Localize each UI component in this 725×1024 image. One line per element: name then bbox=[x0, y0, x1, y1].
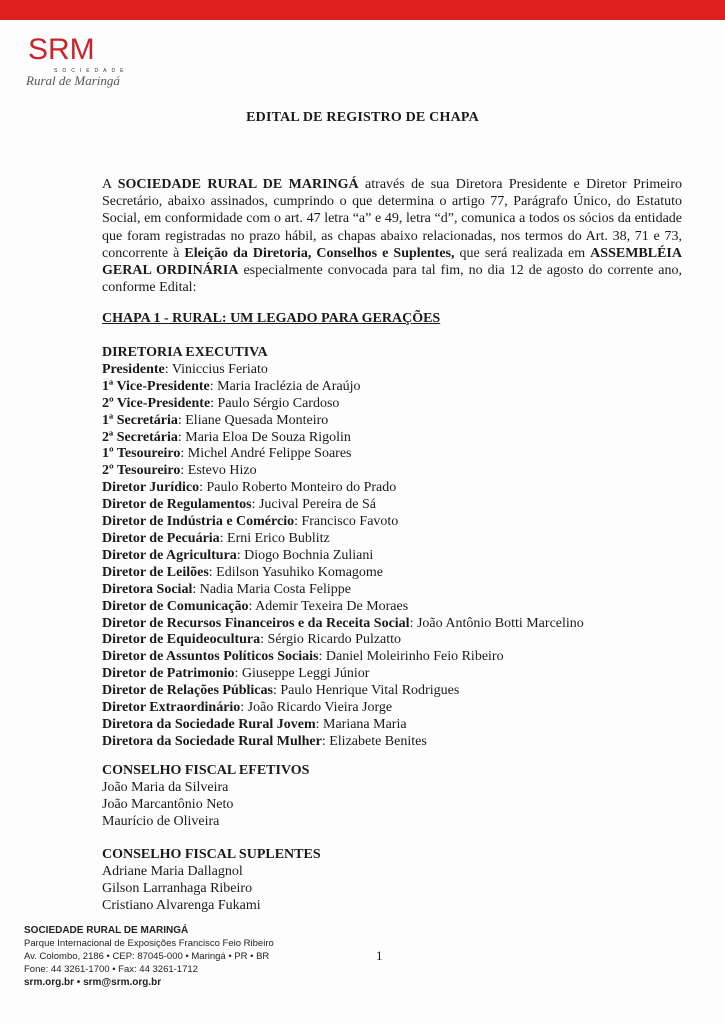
intro-text-3: que será realizada em bbox=[454, 245, 591, 261]
member-row: Adriane Maria Dallagnol bbox=[102, 863, 243, 879]
footer bbox=[24, 924, 274, 989]
intro-text-2: através de sua Diretora Presidente e Diretor Primeiro Secretário, abaixo assinados, cumprindo o que determina o artigo 77, Parágrafo Único, do Estatuto Social, em conformidade com o art. 47 letra “a” e 49, letra “d”, comunica a todos os sócios da entidade que foram registradas no prazo hábil, as chapas abaixo relacionadas, nos termos do Art. 38, 71 e 73, concorrente à bbox=[102, 177, 682, 261]
officer-role: Diretor de Comunicação bbox=[102, 598, 249, 614]
intro-assembleia: ASSEMBLÉIA GERAL ORDINÁRIA bbox=[102, 245, 682, 279]
intro-eleicao: Eleição da Diretoria, Conselhos e Suplentes, bbox=[184, 245, 455, 261]
officer-name: : Eliane Quesada Monteiro bbox=[177, 412, 329, 428]
intro-text-1: A bbox=[102, 177, 118, 192]
conselho-suplentes-section bbox=[102, 847, 321, 915]
officer-role: Diretora da Sociedade Rural Jovem bbox=[102, 716, 316, 732]
officer-name: : Ademir Texeira De Moraes bbox=[248, 598, 409, 614]
officer-role: Diretor de Equideocultura bbox=[102, 632, 261, 648]
intro-text-4: especialmente convocada para tal fim, no dia 12 de agosto do corrente ano, conforme Edital: bbox=[102, 263, 683, 296]
officer-row bbox=[102, 514, 584, 531]
logo-name: Rural de Maringá bbox=[26, 73, 120, 88]
member-row: Maurício de Oliveira bbox=[102, 813, 220, 829]
officer-row bbox=[102, 599, 584, 616]
conselho-efetivos-heading: CONSELHO FISCAL EFETIVOS bbox=[102, 763, 310, 778]
footer-org: SOCIEDADE RURAL DE MARINGÁ bbox=[24, 925, 189, 936]
officer-name: : João Antônio Botti Marcelino bbox=[409, 615, 584, 631]
officer-row bbox=[102, 717, 584, 734]
officer-role: Diretor Extraordinário bbox=[102, 700, 241, 716]
officer-name: : Paulo Sérgio Cardoso bbox=[210, 395, 340, 411]
document-title: EDITAL DE REGISTRO DE CHAPA bbox=[246, 110, 479, 125]
officer-role: Diretor de Assuntos Políticos Sociais bbox=[102, 649, 319, 665]
officer-role: Diretor de Pecuária bbox=[102, 530, 220, 546]
officer-role: Diretora da Sociedade Rural Mulher bbox=[102, 733, 322, 749]
page-number: 1 bbox=[376, 948, 383, 963]
officer-row bbox=[102, 379, 584, 396]
officer-row bbox=[102, 632, 584, 649]
officer-row bbox=[102, 531, 584, 548]
officer-role: Diretora Social bbox=[102, 581, 193, 597]
officer-role: 1ª Vice-Presidente bbox=[102, 378, 210, 394]
srm-logo bbox=[24, 34, 134, 94]
officer-name: : Mariana Maria bbox=[315, 716, 407, 732]
officer-name: : Giuseppe Leggi Júnior bbox=[234, 666, 370, 682]
officer-name: : Francisco Favoto bbox=[294, 514, 399, 530]
officer-row bbox=[102, 430, 584, 447]
member-row: Gilson Larranhaga Ribeiro bbox=[102, 880, 253, 896]
officer-row bbox=[102, 362, 584, 379]
footer-address-1: Parque Internacional de Exposições Francisco Feio Ribeiro bbox=[24, 938, 274, 949]
officer-name: : Maria Iraclézia de Araújo bbox=[209, 378, 361, 394]
officer-role: 1º Tesoureiro bbox=[102, 446, 181, 462]
officer-name: : Estevo Hizo bbox=[180, 463, 257, 479]
officer-role: Diretor de Leilões bbox=[102, 564, 209, 580]
officer-row bbox=[102, 565, 584, 582]
officer-row bbox=[102, 649, 584, 666]
officer-role: 1ª Secretária bbox=[102, 412, 178, 428]
footer-address-2: Av. Colombo, 2186 • CEP: 87045-000 • Maringá • PR • BR bbox=[24, 951, 270, 962]
officer-row bbox=[102, 548, 584, 565]
diretoria-heading: DIRETORIA EXECUTIVA bbox=[102, 345, 268, 360]
officer-row bbox=[102, 480, 584, 497]
officer-name: : Sérgio Ricardo Pulzatto bbox=[260, 632, 402, 648]
officer-row bbox=[102, 497, 584, 514]
conselho-efetivos-section bbox=[102, 763, 309, 831]
footer-contact[interactable]: srm.org.br • srm@srm.org.br bbox=[24, 977, 162, 988]
officer-role: Diretor de Agricultura bbox=[102, 547, 237, 563]
footer-phone: Fone: 44 3261-1700 • Fax: 44 3261-1712 bbox=[24, 964, 198, 975]
top-red-bar bbox=[0, 0, 725, 20]
conselho-suplentes-list bbox=[102, 864, 321, 915]
officer-role: Diretor de Patrimonio bbox=[102, 666, 235, 682]
officer-name: : Daniel Moleirinho Feio Ribeiro bbox=[318, 649, 504, 665]
officer-name: : Erni Erico Bublitz bbox=[219, 530, 330, 546]
member-row: Cristiano Alvarenga Fukami bbox=[102, 897, 261, 913]
officer-name: : Michel André Felippe Soares bbox=[180, 446, 352, 462]
member-row: João Marcantônio Neto bbox=[102, 796, 234, 812]
logo-subtitle: SOCIEDADE bbox=[54, 68, 129, 74]
diretoria-section bbox=[102, 345, 584, 751]
officer-role: Diretor Jurídico bbox=[102, 480, 200, 496]
conselho-suplentes-heading: CONSELHO FISCAL SUPLENTES bbox=[102, 847, 321, 862]
officer-name: : Maria Eloa De Souza Rigolin bbox=[177, 429, 351, 445]
officer-role: Diretor de Regulamentos bbox=[102, 497, 252, 513]
officer-row bbox=[102, 700, 584, 717]
officer-row bbox=[102, 413, 584, 430]
officer-role: 2ª Secretária bbox=[102, 429, 178, 445]
officer-row bbox=[102, 463, 584, 480]
officer-row bbox=[102, 446, 584, 463]
officer-name: : Diogo Bochnia Zuliani bbox=[236, 547, 374, 563]
officer-name: : Viniccius Feriato bbox=[164, 361, 268, 377]
officer-name: : Jucival Pereira de Sá bbox=[251, 497, 376, 513]
conselho-efetivos-list bbox=[102, 780, 309, 831]
officer-row bbox=[102, 734, 584, 751]
officer-name: : Edilson Yasuhiko Komagome bbox=[208, 564, 384, 580]
officer-row bbox=[102, 683, 584, 700]
officer-name: : Paulo Henrique Vital Rodrigues bbox=[272, 683, 460, 699]
officer-name: : Elizabete Benites bbox=[321, 733, 427, 749]
diretoria-list bbox=[102, 362, 584, 751]
officer-role: Diretor de Recursos Financeiros e da Receita Social bbox=[102, 615, 410, 631]
officer-name: : Paulo Roberto Monteiro do Prado bbox=[199, 480, 397, 496]
officer-row bbox=[102, 666, 584, 683]
officer-role: Presidente bbox=[102, 361, 165, 377]
officer-name: : Nadia Maria Costa Felippe bbox=[192, 581, 351, 597]
officer-role: Diretor de Relações Públicas bbox=[102, 683, 273, 699]
officer-row bbox=[102, 396, 584, 413]
chapa-title: CHAPA 1 - RURAL: UM LEGADO PARA GERAÇÕES bbox=[102, 311, 441, 326]
officer-row bbox=[102, 616, 584, 633]
officer-role: 2º Tesoureiro bbox=[102, 463, 181, 479]
officer-row bbox=[102, 582, 584, 599]
officer-role: Diretor de Indústria e Comércio bbox=[102, 514, 295, 530]
member-row: João Maria da Silveira bbox=[102, 779, 229, 795]
officer-role: 2º Vice-Presidente bbox=[102, 395, 211, 411]
intro-org: SOCIEDADE RURAL DE MARINGÁ bbox=[117, 177, 359, 192]
officer-name: : João Ricardo Vieira Jorge bbox=[240, 700, 393, 716]
logo-mark: SRM bbox=[28, 33, 95, 66]
intro-paragraph bbox=[102, 176, 682, 296]
